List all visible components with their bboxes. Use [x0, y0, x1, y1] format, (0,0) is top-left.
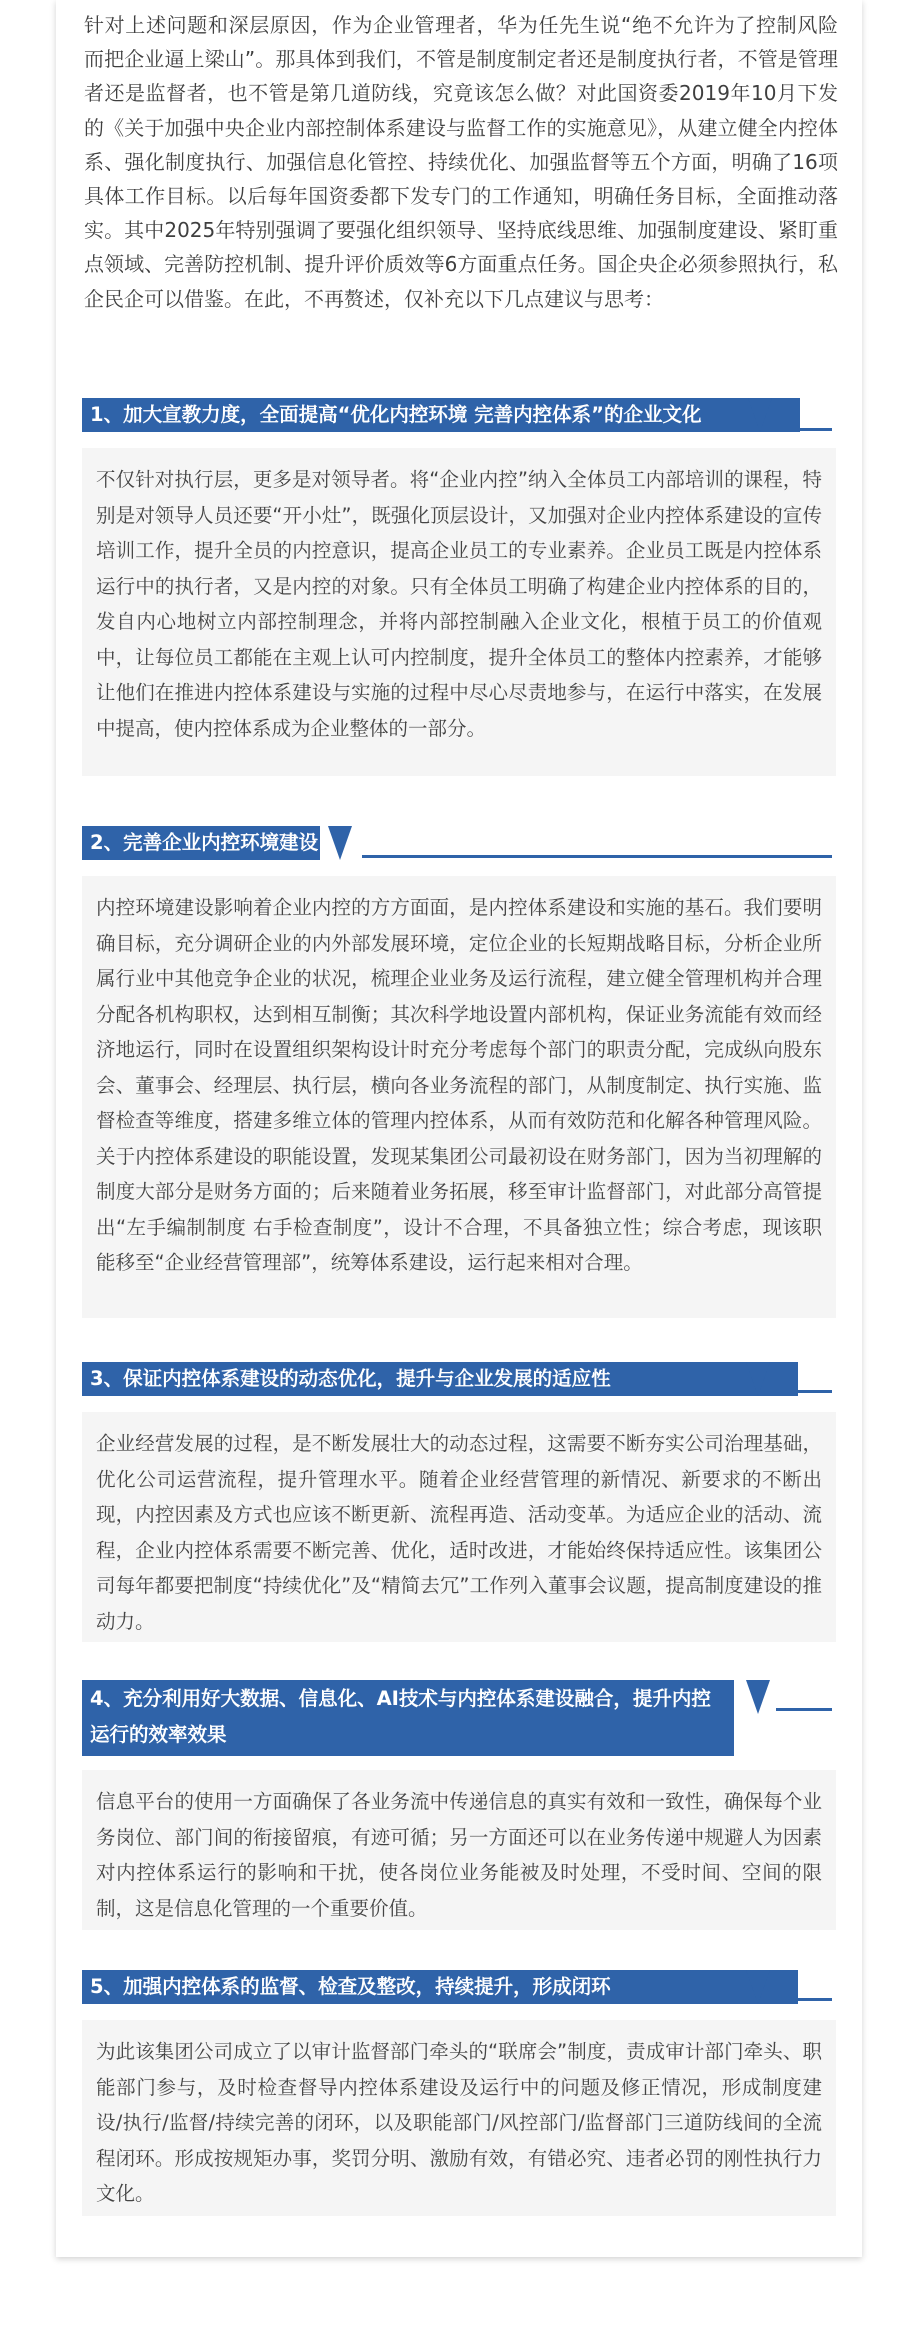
section-5-title: 5、加强内控体系的监督、检查及整改，持续提升，形成闭环 — [82, 1970, 798, 2004]
section-3-triangle-icon — [746, 1362, 770, 1396]
section-4-triangle-icon — [746, 1680, 770, 1714]
section-3-text: 企业经营发展的过程，是不断发展壮大的动态过程，这需要不断夯实公司治理基础，优化公司运营流程，提升管理水平。随着企业经营管理的新情况、新要求的不断出现，内控因素及方式也应该不断更新、流程再造、活动变革。为适应企业的活动、流程，企业内控体系需要不断完善、优化，适时改进，才能始终保持适应性。该集团公司每年都要把制度“持续优化”及“精简去冗”工作列入董事会议题，提高制度建设的推动力。 — [96, 1432, 822, 1633]
section-1-title: 1、加大宣教力度，全面提高“优化内控环境 完善内控体系”的企业文化 — [82, 398, 800, 432]
section-4-header — [82, 1680, 836, 1760]
section-2-title: 2、完善企业内控环境建设 — [82, 826, 320, 860]
section-4-text: 信息平台的使用一方面确保了各业务流中传递信息的真实有效和一致性，确保每个业务岗位、部门间的衔接留痕，有迹可循；另一方面还可以在业务传递中规避人为因素对内控体系运行的影响和干扰，使各岗位业务能被及时处理，不受时间、空间的限制，这是信息化管理的一个重要价值。 — [96, 1790, 822, 1920]
section-2-triangle-icon — [328, 826, 352, 860]
section-5-header — [82, 1970, 836, 2010]
section-5-body — [82, 2020, 836, 2216]
intro-paragraph: 针对上述问题和深层原因，作为企业管理者，华为任先生说“绝不允许为了控制风险 而把企业逼上梁山”。那具体到我们，不管是制度制定者还是制度执行者，不管是管理者还是监督者，也不管是第几道防线，究竟该怎么做？对此国资委2019年10月下发的《关于加强中央企业内部控制体系建设与监督工作的实施意见》，从建立健全内控体系、强化制度执行、加强信息化管控、持续优化、加强监督等五个方面，明确了16项具体工作目标。以后每年国资委都下发专门的工作通知，明确任务目标，全面推动落实。其中2025年特别强调了要强化组织领导、坚持底线思维、加强制度建设、紧盯重点领域、完善防控机制、提升评价质效等6方面重点任务。国企央企必须参照执行，私企民企可以借鉴。在此，不再赘述，仅补充以下几点建议与思考： — [84, 13, 838, 311]
section-5-text: 为此该集团公司成立了以审计监督部门牵头的“联席会”制度，责成审计部门牵头、职能部门参与，及时检查督导内控体系建设及运行中的问题及修正情况，形成制度建设/执行/监督/持续完善的闭环，以及职能部门/风控部门/监督部门三道防线间的全流程闭环。形成按规矩办事，奖罚分明、激励有效，有错必究、违者必罚的刚性执行力文化。 — [96, 2040, 822, 2205]
section-1-triangle-icon — [748, 398, 772, 432]
section-4-title: 4、充分利用好大数据、信息化、AI技术与内控体系建设融合，提升内控运行的效率效果 — [82, 1680, 734, 1756]
section-2-text: 内控环境建设影响着企业内控的方方面面，是内控体系建设和实施的基石。我们要明确目标，充分调研企业的内外部发展环境，定位企业的长短期战略目标，分析企业所属行业中其他竞争企业的状况，梳理企业业务及运行流程，建立健全管理机构并合理分配各机构职权，达到相互制衡；其次科学地设置内部机构，保证业务流能有效而经济地运行，同时在设置组织架构设计时充分考虑每个部门的职责分配，完成纵向股东会、董事会、经理层、执行层，横向各业务流程的部门，从制度制定、执行实施、监督检查等维度，搭建多维立体的管理内控体系，从而有效防范和化解各种管理风险。关于内控体系建设的职能设置，发现某集团公司最初设在财务部门，因为当初理解的制度大部分是财务方面的；后来随着业务拓展，移至审计监督部门，对此部分高管提出“左手编制制度 右手检查制度”，设计不合理，不具备独立性；综合考虑，现该职能移至“企业经营管理部”，统筹体系建设，运行起来相对合理。 — [96, 896, 822, 1274]
section-1-text: 不仅针对执行层，更多是对领导者。将“企业内控”纳入全体员工内部培训的课程，特别是对领导人员还要“开小灶”，既强化顶层设计，又加强对企业内控体系建设的宣传培训工作，提升全员的内控意识，提高企业员工的专业素养。企业员工既是内控体系运行中的执行者，又是内控的对象。只有全体员工明确了构建企业内控体系的目的，发自内心地树立内部控制理念，并将内部控制融入企业文化，根植于员工的价值观中，让每位员工都能在主观上认可内控制度，提升全体员工的整体内控素养，才能够让他们在推进内控体系建设与实施的过程中尽心尽责地参与，在运行中落实，在发展中提高，使内控体系成为企业整体的一部分。 — [96, 468, 822, 740]
section-3-rule — [776, 1390, 832, 1393]
section-2-header — [82, 826, 836, 866]
section-1-body — [82, 448, 836, 776]
section-4-body — [82, 1770, 836, 1930]
section-3-title: 3、保证内控体系建设的动态优化，提升与企业发展的适应性 — [82, 1362, 798, 1396]
section-2-rule — [362, 855, 832, 858]
section-5-rule — [776, 1998, 832, 2001]
section-5-triangle-icon — [746, 1970, 770, 2004]
section-3-header — [82, 1362, 836, 1402]
section-3-body — [82, 1412, 836, 1642]
section-1-rule — [776, 428, 832, 431]
section-1-header — [82, 398, 836, 438]
section-2-body — [82, 876, 836, 1318]
section-4-rule — [776, 1708, 832, 1711]
